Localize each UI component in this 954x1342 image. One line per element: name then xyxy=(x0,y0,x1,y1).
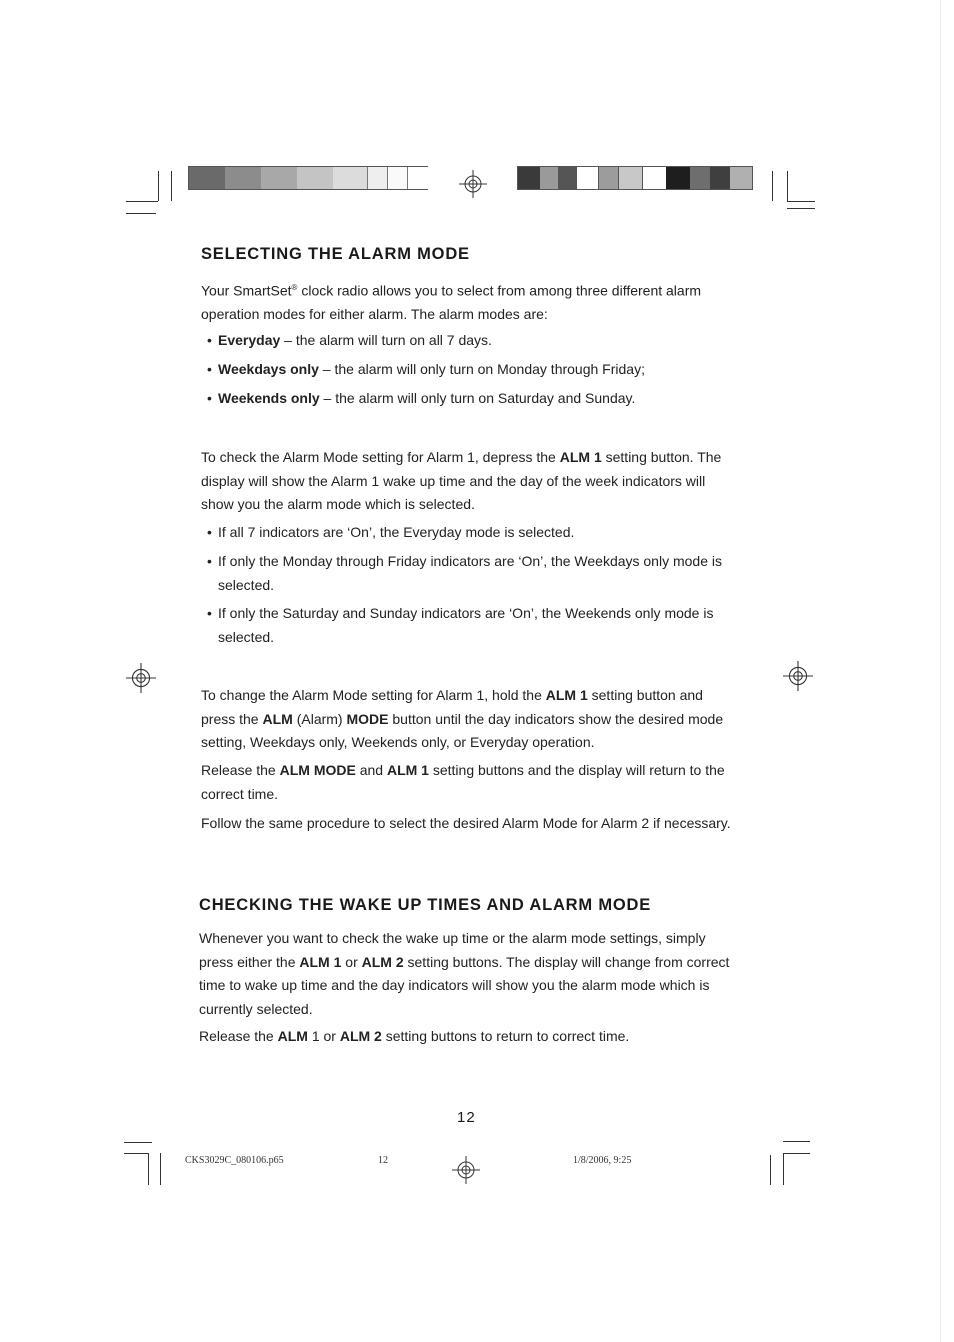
crop-mark xyxy=(126,201,158,202)
registration-mark-icon xyxy=(459,170,487,198)
list-item: • If only the Monday through Friday indicators are ‘On’, the Weekdays only mode is selected. xyxy=(207,553,722,593)
crop-mark xyxy=(160,1153,161,1185)
follow-paragraph: Follow the same procedure to select the desired Alarm Mode for Alarm 2 if necessary. xyxy=(201,815,731,831)
crop-mark xyxy=(770,1155,771,1185)
crop-mark xyxy=(158,171,159,201)
list-item: • If all 7 indicators are ‘On’, the Everyday mode is selected. xyxy=(207,524,575,540)
crop-mark xyxy=(126,213,156,214)
crop-mark xyxy=(787,171,788,201)
list-item: • Weekdays only – the alarm will only turn on Monday through Friday; xyxy=(207,361,645,377)
list-item: • Everyday – the alarm will turn on all 7 days. xyxy=(207,332,492,348)
list-item: • Weekends only – the alarm will only turn on Saturday and Sunday. xyxy=(207,390,636,406)
section-heading-selecting-alarm-mode: SELECTING THE ALARM MODE xyxy=(201,245,470,263)
registration-mark-icon xyxy=(452,1156,480,1184)
list-item: • If only the Saturday and Sunday indicators are ‘On’, the Weekends only mode is selected. xyxy=(207,605,714,645)
crop-mark xyxy=(772,171,773,201)
crop-mark xyxy=(148,1153,149,1185)
crop-mark xyxy=(783,1153,784,1185)
check-wake-paragraph: Whenever you want to check the wake up time or the alarm mode settings, simply press either the ALM 1 or ALM 2 setting buttons. The display will change from correct time to wake up time and the day indicators will show you the alarm mode which is currently selected. xyxy=(199,930,730,1017)
crop-mark xyxy=(787,201,815,202)
color-bar-left xyxy=(188,166,428,190)
footer-filename: CKS3029C_080106.p65 xyxy=(185,1155,284,1166)
crop-mark xyxy=(171,171,172,201)
change-paragraph: To change the Alarm Mode setting for Alarm 1, hold the ALM 1 setting button and press the ALM (Alarm) MODE button until the day indicators show the desired mode setting, Weekdays only, Weekends only, or Everyday operation. xyxy=(201,687,724,750)
crop-mark xyxy=(787,208,815,209)
crop-mark xyxy=(783,1141,810,1142)
registration-mark-icon xyxy=(783,661,813,691)
footer-page: 12 xyxy=(378,1155,388,1166)
crop-mark xyxy=(124,1142,152,1143)
intro-paragraph: Your SmartSet® clock radio allows you to select from among three different alarm operation modes for either alarm. The alarm modes are: xyxy=(201,282,702,323)
release-paragraph: Release the ALM MODE and ALM 1 setting buttons and the display will return to the correct time. xyxy=(201,762,725,802)
release-wake-paragraph: Release the ALM 1 or ALM 2 setting buttons to return to correct time. xyxy=(199,1028,630,1044)
section-heading-checking-wake-up: CHECKING THE WAKE UP TIMES AND ALARM MODE xyxy=(199,896,652,914)
crop-mark xyxy=(783,1153,810,1154)
footer-datetime: 1/8/2006, 9:25 xyxy=(573,1155,632,1166)
crop-mark xyxy=(124,1153,148,1154)
color-bar-right xyxy=(517,166,753,190)
scan-edge-line xyxy=(940,0,941,1342)
registration-mark-icon xyxy=(126,663,156,693)
check-paragraph: To check the Alarm Mode setting for Alarm 1, depress the ALM 1 setting button. The display will show the Alarm 1 wake up time and the day of the week indicators will show you the alarm mode which is selected. xyxy=(201,449,722,512)
page-number: 12 xyxy=(457,1109,476,1126)
